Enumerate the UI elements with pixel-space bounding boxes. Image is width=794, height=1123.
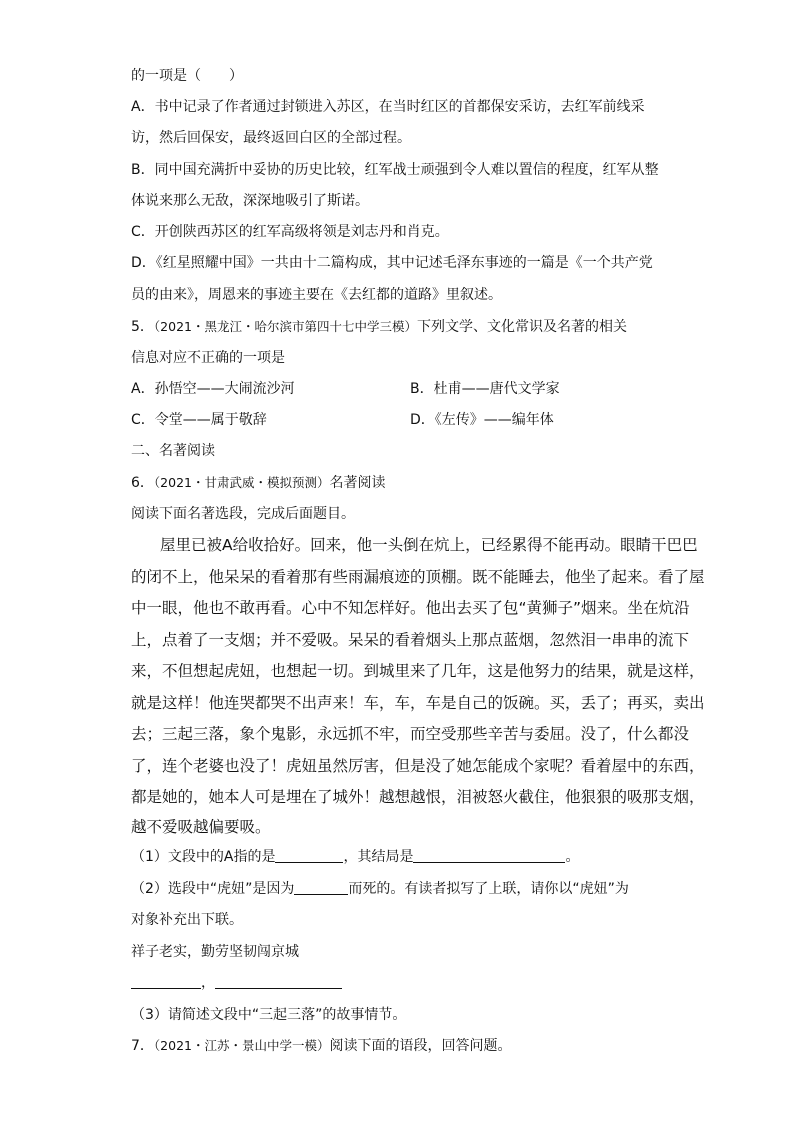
- answer-blank[interactable]: [275, 848, 343, 863]
- passage-line: 来，不但想起虎妞，也想起一切。到城里来了几年，这是他努力的结果，就是这样，: [131, 662, 705, 680]
- q6-header: [131, 474, 385, 492]
- q4-stem-tail: 的一项是（ ）: [131, 68, 243, 84]
- q6-sub1-text: 。: [565, 849, 580, 865]
- q4-option-a-line1: A．书中记录了作者通过封锁进入苏区，在当时红区的首都保安采访，去红军前线采: [131, 99, 645, 115]
- answer-blank[interactable]: [294, 880, 348, 895]
- q4-option-a-line2: 访，然后回保安，最终返回白区的全部过程。: [131, 130, 411, 146]
- q6-sub1: [131, 848, 579, 866]
- passage-line: 中一眼，他也不敢再看。心中不知怎样好。他出去买了包“黄狮子”烟来。坐在炕沿: [131, 599, 690, 617]
- q6-sub3: （3）请简述文段中“三起三落”的故事情节。: [131, 1007, 407, 1023]
- q7-number: 7．: [131, 1038, 154, 1054]
- passage-line: 越不爱吸越偏要吸。: [131, 818, 271, 836]
- q7-source: （2021・江苏・景山中学一模）: [153, 1038, 330, 1053]
- q6-sub2-text: （2）选段中“虎妞”是因为: [131, 881, 295, 897]
- q5-option-a: A．孙悟空——大闹流沙河: [131, 381, 295, 397]
- q6-sub1-text: ，其结局是: [343, 849, 414, 865]
- q6-sub2-text: 而死的。有读者拟写了上联，请你以“虎妞”为: [348, 881, 629, 897]
- q5-number: 5．: [131, 319, 154, 335]
- passage-line: 的闭不上，他呆呆的看着那有些雨漏痕迹的顶棚。既不能睡去，他坐了起来。看了屋: [131, 568, 705, 586]
- q5-stem-text: 下列文学、文化常识及名著的相关: [416, 319, 627, 335]
- q6-sub2-line2: 对象补充出下联。: [131, 912, 243, 928]
- passage-line: 屋里已被A给收拾好。回来，他一头倒在炕上，已经累得不能再动。眼睛干巴巴: [160, 536, 698, 554]
- q5-source: （2021・黑龙江・哈尔滨市第四十七中学三模）: [153, 319, 417, 334]
- q5-stem-line2: 信息对应不正确的一项是: [131, 350, 285, 366]
- q4-option-b-line1: B．同中国充满折中妥协的历史比较，红军战士顽强到令人难以置信的程度，红军从整: [131, 162, 659, 178]
- passage-line: 去；三起三落，象个鬼影，永远抓不牢，而空受那些辛苦与委屈。没了，什么都没: [131, 725, 690, 743]
- q6-instruction: 阅读下面名著选段，完成后面题目。: [131, 506, 355, 522]
- q7-stem: 阅读下面的语段，回答问题。: [329, 1038, 512, 1054]
- passage-line: 上，点着了一支烟；并不爱吸。呆呆的看着烟头上那点蓝烟，忽然泪一串串的流下: [131, 631, 690, 649]
- section-heading: 二、名著阅读: [131, 443, 215, 459]
- q5-stem-line1: [131, 318, 627, 336]
- answer-blank[interactable]: [215, 974, 342, 989]
- q5-option-d: D．《左传》——编年体: [410, 412, 554, 428]
- q4-option-d-line1: D．《红星照耀中国》一共由十二篇构成，其中记述毛泽东事迹的一篇是《一个共产党: [131, 255, 653, 271]
- couplet-comma: ，: [201, 975, 215, 991]
- q5-option-b: B．杜甫——唐代文学家: [410, 381, 560, 397]
- q5-option-c: C．令堂——属于敬辞: [131, 412, 267, 428]
- q6-sub1-text: （1）文段中的A指的是: [131, 849, 276, 865]
- q6-number: 6．: [131, 475, 154, 491]
- q6-source: （2021・甘肃武威・模拟预测）: [153, 475, 330, 490]
- q6-title: 名著阅读: [329, 475, 386, 491]
- q4-option-c: C．开创陕西苏区的红军高级将领是刘志丹和肖克。: [131, 224, 449, 240]
- couplet-lower-answer: [131, 974, 342, 992]
- q4-option-d-line2: 员的由来》，周恩来的事迹主要在《去红都的道路》里叙述。: [131, 287, 502, 303]
- answer-blank[interactable]: [413, 848, 565, 863]
- answer-blank[interactable]: [131, 974, 201, 989]
- q6-sub2: [131, 880, 629, 898]
- passage-line: 了，连个老婆也没了！虎妞虽然厉害，但是没了她怎能成个家呢？看着屋中的东西，: [131, 757, 705, 775]
- couplet-upper: 祥子老实，勤劳坚韧闯京城: [131, 944, 299, 960]
- q4-option-b-line2: 体说来那么无敌，深深地吸引了斯诺。: [131, 193, 369, 209]
- passage-line: 都是她的，她本人可是埋在了城外！越想越恨，泪被怒火截住，他狠狠的吸那支烟，: [131, 788, 705, 806]
- passage-line: 就是这样！他连哭都哭不出声来！车，车，车是自己的饭碗。买，丢了；再买，卖出: [131, 694, 705, 712]
- q7-header: [131, 1037, 511, 1055]
